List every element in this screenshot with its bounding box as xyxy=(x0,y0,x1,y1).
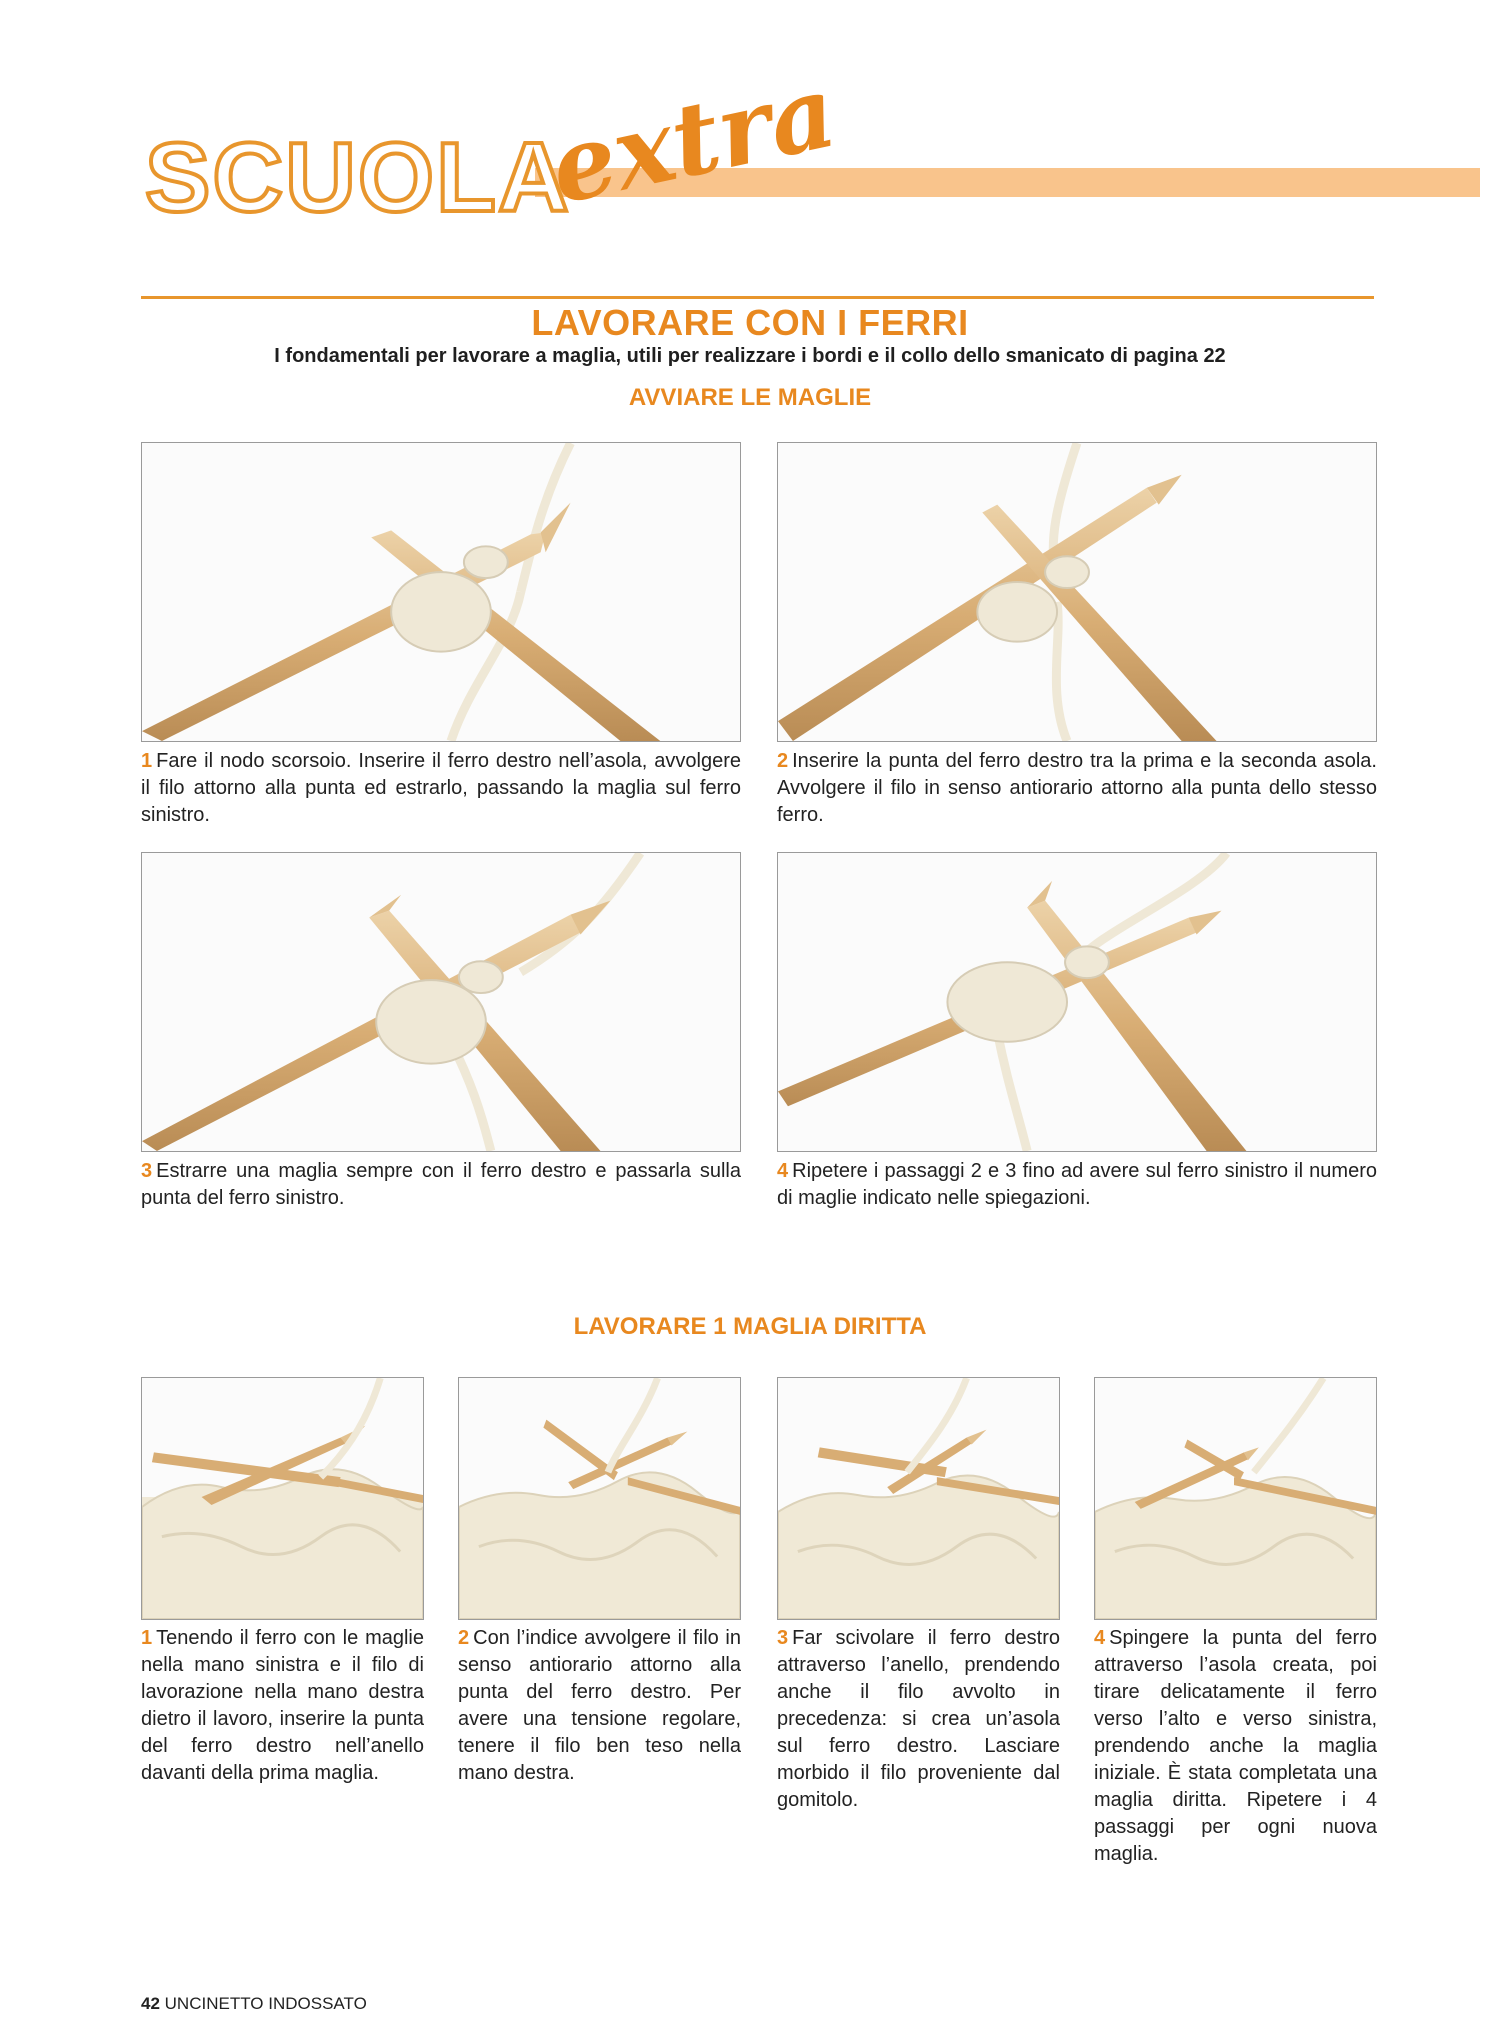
step-text: Tenendo il ferro con le maglie nella mano sinistra e il filo di lavorazione nella mano destra dietro il lavoro, inserire la punta del ferro destro nell’anello davanti della prima maglia. xyxy=(141,1627,424,1784)
photo-knit-step-4 xyxy=(1094,1377,1377,1620)
step-text: Fare il nodo scorsoio. Inserire il ferro destro nell’asola, avvolgere il filo attorno alla punta ed estrarlo, passando la maglia sul ferro sinistro. xyxy=(141,750,741,826)
section-heading-avviare: AVVIARE LE MAGLIE xyxy=(628,384,872,411)
page-subtitle: I fondamentali per lavorare a maglia, utili per realizzare i bordi e il collo dello smanicato di pagina 22 xyxy=(274,345,1226,367)
page-footer xyxy=(141,1994,367,2014)
caption-cast-on-4 xyxy=(777,1158,1377,1212)
photo-knit-step-2 xyxy=(458,1377,741,1620)
step-text: Inserire la punta del ferro destro tra la prima e la seconda asola. Avvolgere il filo in senso antiorario attorno alla punta dello stesso ferro. xyxy=(777,750,1377,826)
caption-cast-on-3 xyxy=(141,1158,741,1212)
step-text: Ripetere i passaggi 2 e 3 fino ad avere sul ferro sinistro il numero di maglie indicato nelle spiegazioni. xyxy=(777,1160,1377,1209)
step-text: Spingere la punta del ferro attraverso l’asola creata, poi tirare delicatamente il ferro verso l’alto e verso sinistra, prendendo anche la maglia iniziale. È stata completata una maglia diritta. Ripetere i 4 passaggi per ogni nuova maglia. xyxy=(1094,1627,1377,1865)
photo-knit-step-3 xyxy=(777,1377,1060,1620)
title-rule xyxy=(141,296,1374,299)
step-text: Far scivolare il ferro destro attraverso l’anello, prendendo anche il filo avvolto in precedenza: si crea un’asola sul ferro destro. Lasciare morbido il filo proveniente dal gomitolo. xyxy=(777,1627,1060,1811)
magazine-name: UNCINETTO INDOSSATO xyxy=(164,1994,367,2013)
caption-knit-3 xyxy=(777,1625,1060,1814)
step-number: 1 xyxy=(141,1627,153,1649)
caption-cast-on-1 xyxy=(141,748,741,829)
photo-cast-on-step-3 xyxy=(141,852,741,1152)
brand-script: extra xyxy=(540,51,846,227)
step-number: 2 xyxy=(777,750,789,772)
page-title: LAVORARE CON I FERRI xyxy=(531,302,969,343)
photo-cast-on-step-2 xyxy=(777,442,1377,742)
step-text: Estrarre una maglia sempre con il ferro destro e passarla sulla punta del ferro sinistro. xyxy=(141,1160,741,1209)
step-number: 1 xyxy=(141,750,153,772)
caption-knit-2 xyxy=(458,1625,741,1787)
step-text: Con l’indice avvolgere il filo in senso antiorario attorno alla punta del ferro destro. Per avere una tensione regolare, tenere il filo ben teso nella mano destra. xyxy=(458,1627,741,1784)
page-number: 42 xyxy=(141,1994,160,2013)
caption-knit-1 xyxy=(141,1625,424,1787)
step-number: 4 xyxy=(777,1160,789,1182)
step-number: 3 xyxy=(777,1627,789,1649)
photo-cast-on-step-1 xyxy=(141,442,741,742)
caption-cast-on-2 xyxy=(777,748,1377,829)
step-number: 3 xyxy=(141,1160,153,1182)
photo-cast-on-step-4 xyxy=(777,852,1377,1152)
brand-word: SCUOLA xyxy=(145,122,571,232)
caption-knit-4 xyxy=(1094,1625,1377,1868)
step-number: 2 xyxy=(458,1627,470,1649)
photo-knit-step-1 xyxy=(141,1377,424,1620)
section-heading-diritta: LAVORARE 1 MAGLIA DIRITTA xyxy=(573,1313,927,1340)
step-number: 4 xyxy=(1094,1627,1106,1649)
